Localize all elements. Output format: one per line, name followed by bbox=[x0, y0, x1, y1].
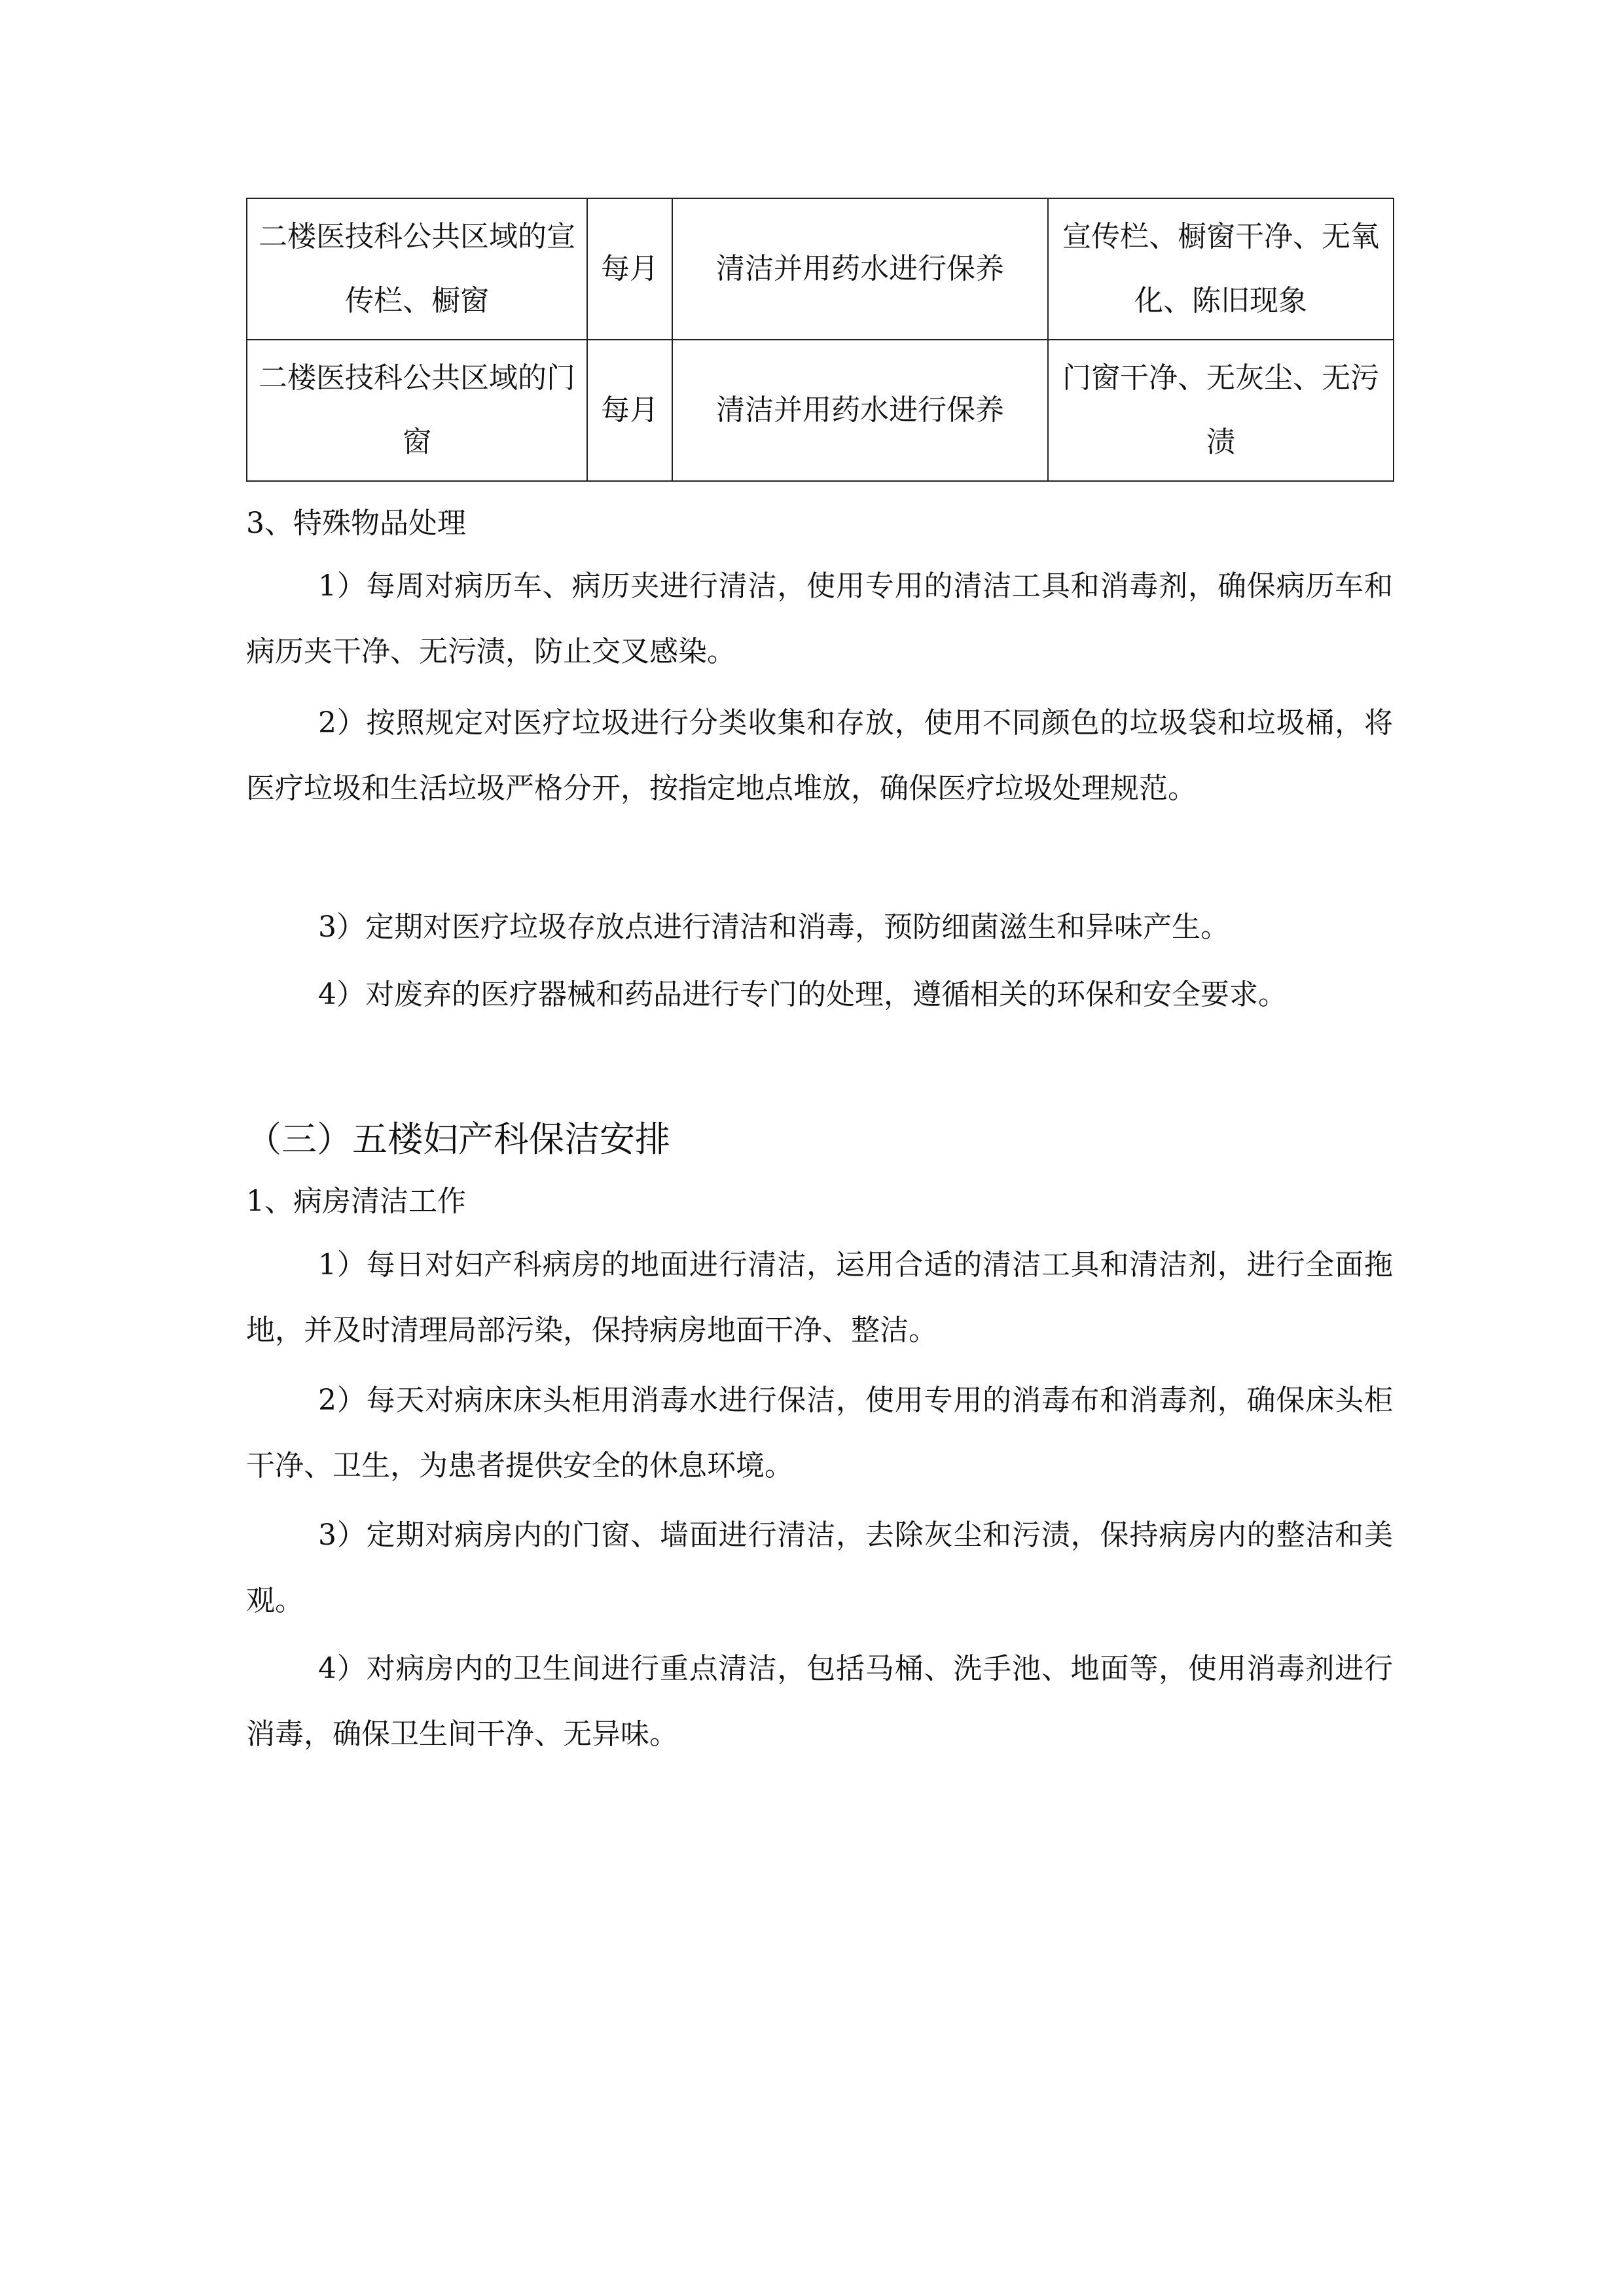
table-cell-frequency: 每月 bbox=[587, 198, 672, 340]
ward-cleaning-paragraph-1: 1）每日对妇产科病房的地面进行清洁，运用合适的清洁工具和清洁剂，进行全面拖地，并及时清理局部污染，保持病房地面干净、整洁。 bbox=[246, 1248, 1393, 1347]
ward-cleaning-paragraph-3: 3）定期对病房内的门窗、墙面进行清洁，去除灰尘和污渍，保持病房内的整洁和美观。 bbox=[246, 1518, 1393, 1617]
special-items-heading: 3、特殊物品处理 bbox=[246, 507, 466, 540]
section-heading: （三）五楼妇产科保洁安排 bbox=[246, 1119, 670, 1160]
table-cell-method: 清洁并用药水进行保养 bbox=[672, 340, 1048, 481]
ward-cleaning-paragraph-4: 4）对病房内的卫生间进行重点清洁，包括马桶、洗手池、地面等，使用消毒剂进行消毒，确保卫生间干净、无异味。 bbox=[246, 1652, 1393, 1751]
special-items-paragraph-4: 4）对废弃的医疗器械和药品进行专门的处理，遵循相关的环保和安全要求。 bbox=[318, 978, 1287, 1011]
table-cell-area: 二楼医技科公共区域的门窗 bbox=[247, 340, 587, 481]
table-cell-standard: 宣传栏、橱窗干净、无氧化、陈旧现象 bbox=[1048, 198, 1394, 340]
ward-cleaning-heading: 1、病房清洁工作 bbox=[246, 1185, 466, 1218]
table-row bbox=[247, 198, 1394, 340]
table-cell-standard: 门窗干净、无灰尘、无污渍 bbox=[1048, 340, 1394, 481]
table-cell-frequency: 每月 bbox=[587, 340, 672, 481]
special-items-paragraph-3: 3）定期对医疗垃圾存放点进行清洁和消毒，预防细菌滋生和异味产生。 bbox=[318, 910, 1229, 944]
special-items-paragraph-2: 2）按照规定对医疗垃圾进行分类收集和存放，使用不同颜色的垃圾袋和垃圾桶，将医疗垃圾和生活垃圾严格分开，按指定地点堆放，确保医疗垃圾处理规范。 bbox=[246, 706, 1393, 805]
special-items-paragraph-1: 1）每周对病历车、病历夹进行清洁，使用专用的清洁工具和消毒剂，确保病历车和病历夹干净、无污渍，防止交叉感染。 bbox=[246, 569, 1393, 668]
ward-cleaning-paragraph-2: 2）每天对病床床头柜用消毒水进行保洁，使用专用的消毒布和消毒剂，确保床头柜干净、卫生，为患者提供安全的休息环境。 bbox=[246, 1384, 1393, 1482]
cleaning-schedule-table bbox=[246, 198, 1394, 482]
table-row bbox=[247, 340, 1394, 481]
table-cell-area: 二楼医技科公共区域的宣传栏、橱窗 bbox=[247, 198, 587, 340]
table-cell-method: 清洁并用药水进行保养 bbox=[672, 198, 1048, 340]
